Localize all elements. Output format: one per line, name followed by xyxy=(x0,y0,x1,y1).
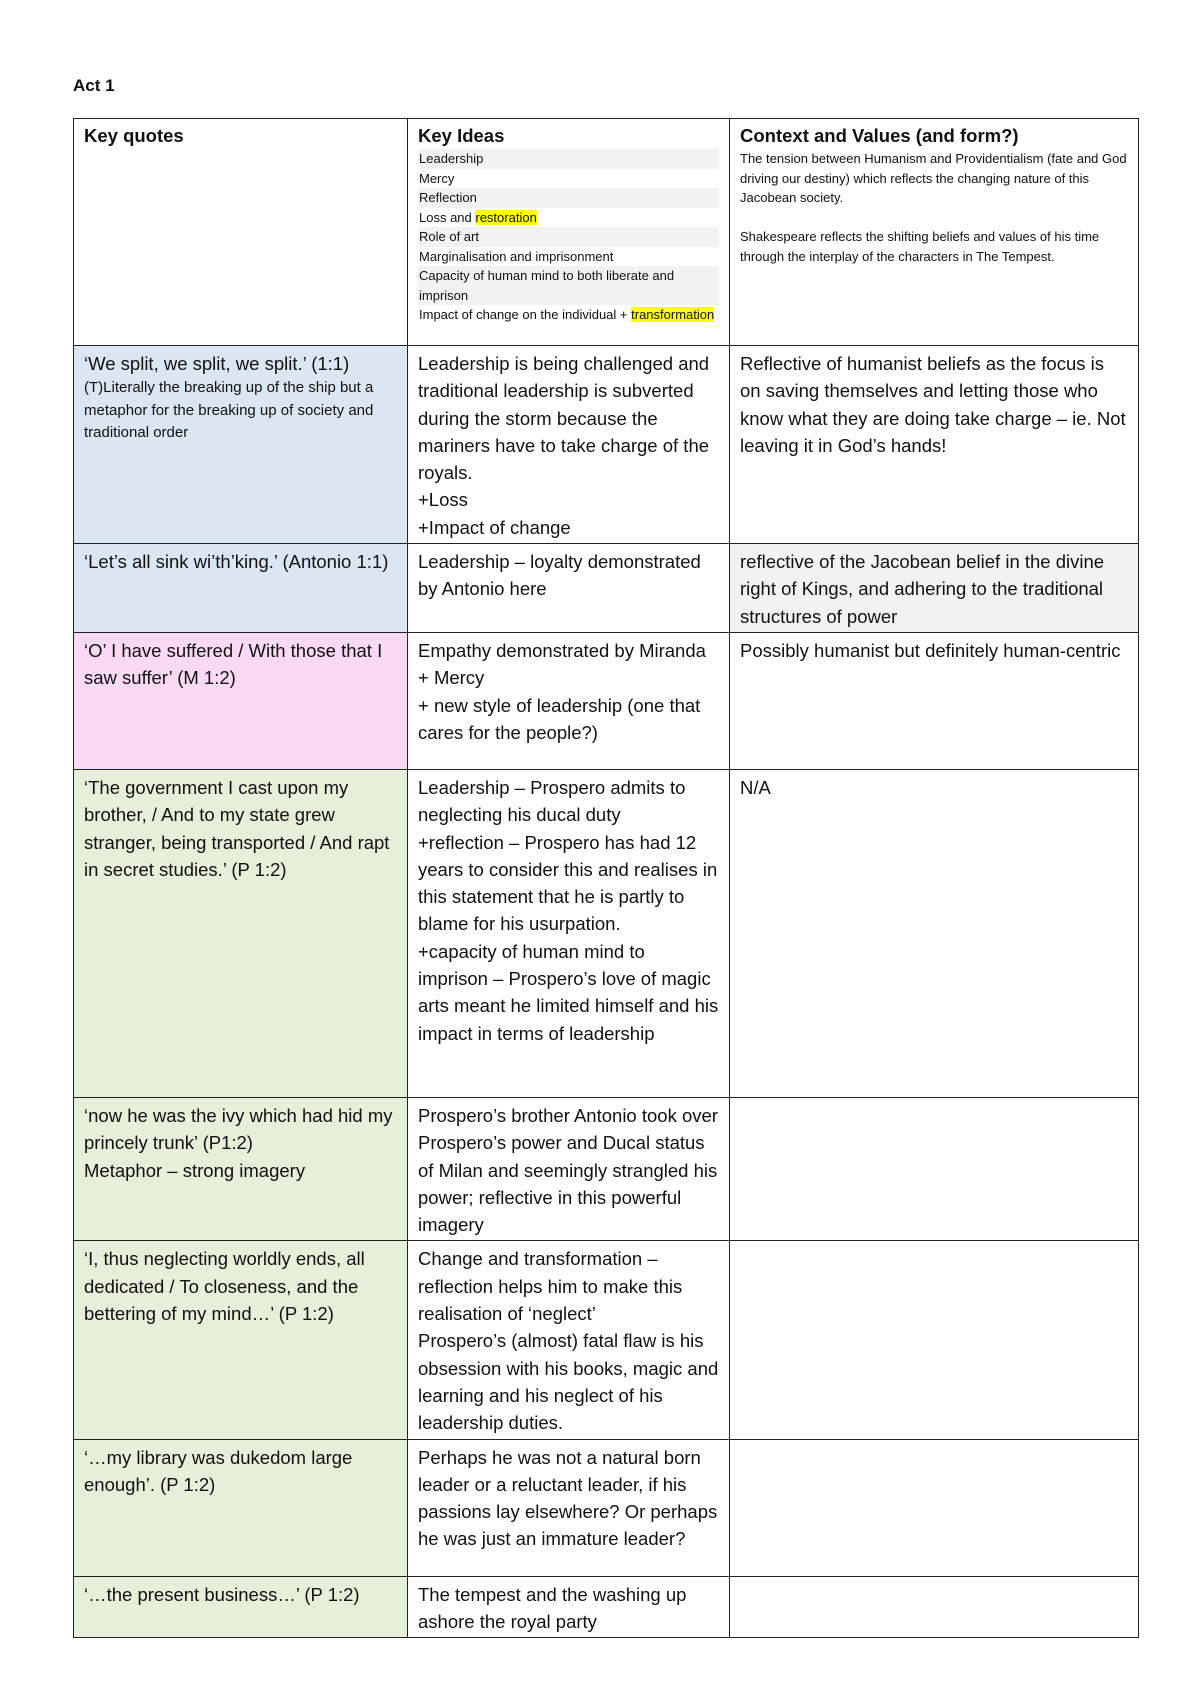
highlighted-text: transformation xyxy=(631,307,715,322)
key-idea-item: Impact of change on the individual + transformation xyxy=(419,307,715,322)
header-context-values: Context and Values (and form?) xyxy=(740,125,1019,146)
header-cell-ideas xyxy=(408,119,730,346)
page-title: Act 1 xyxy=(73,76,115,95)
key-quotes-table xyxy=(73,118,1139,1638)
quote-cell xyxy=(74,346,408,544)
quote-cell: ‘Let’s all sink wi’th’king.’ (Antonio 1:1) xyxy=(74,544,408,633)
context-cell xyxy=(730,1097,1139,1240)
table-row xyxy=(74,632,1139,769)
key-idea-item: Marginalisation and imprisonment xyxy=(419,248,614,264)
quote-cell: ‘…the present business…’ (P 1:2) xyxy=(74,1576,408,1638)
table-row xyxy=(74,769,1139,1097)
table-row xyxy=(74,1439,1139,1576)
idea-cell: Perhaps he was not a natural born leader or a reluctant leader, if his passions lay elsewhere? Or perhaps he was just an immature leader? xyxy=(408,1439,730,1576)
header-cell-context xyxy=(730,119,1139,346)
key-idea-item: Leadership xyxy=(418,149,719,169)
idea-cell: Prospero’s brother Antonio took over Prospero’s power and Ducal status of Milan and seemingly strangled his power; reflective in this powerful imagery xyxy=(408,1097,730,1240)
idea-cell: The tempest and the washing up ashore the royal party xyxy=(408,1576,730,1638)
header-cell-quotes xyxy=(74,119,408,346)
key-idea-item: Reflection xyxy=(418,188,719,208)
table-row xyxy=(74,1241,1139,1439)
context-cell: N/A xyxy=(730,769,1139,1097)
idea-cell: Leadership – Prospero admits to neglecting his ducal duty +reflection – Prospero has had 12 years to consider this and realises in this statement that he is partly to blame for his usurpation. +capacity of human mind to imprison – Prospero’s love of magic arts meant he limited himself and his impact in terms of leadership xyxy=(408,769,730,1097)
context-cell xyxy=(730,1576,1139,1638)
context-intro-paragraph: The tension between Humanism and Providentialism (fate and God driving our destiny) which reflects the changing nature of this Jacobean society. xyxy=(740,151,1127,205)
table-row xyxy=(74,1576,1139,1638)
key-idea-item: Capacity of human mind to both liberate and imprison xyxy=(418,266,719,305)
quote-cell: ‘O’ I have suffered / With those that I saw suffer’ (M 1:2) xyxy=(74,632,408,769)
quote-text: ‘We split, we split, we split.’ (1:1) xyxy=(84,353,350,374)
table-row xyxy=(74,346,1139,544)
quote-cell: ‘I, thus neglecting worldly ends, all dedicated / To closeness, and the bettering of my mind…’ (P 1:2) xyxy=(74,1241,408,1439)
header-key-ideas: Key Ideas xyxy=(418,125,505,146)
key-idea-item: Role of art xyxy=(418,227,719,247)
context-cell xyxy=(730,1439,1139,1576)
context-cell xyxy=(730,1241,1139,1439)
context-cell: reflective of the Jacobean belief in the divine right of Kings, and adhering to the traditional structures of power xyxy=(730,544,1139,633)
table-row xyxy=(74,1097,1139,1240)
key-idea-item: Loss and restoration xyxy=(419,209,537,225)
quote-note: (T)Literally the breaking up of the ship but a metaphor for the breaking up of society and traditional order xyxy=(84,379,374,442)
idea-cell: Leadership – loyalty demonstrated by Antonio here xyxy=(408,544,730,633)
idea-cell: Empathy demonstrated by Miranda + Mercy + new style of leadership (one that cares for the people?) xyxy=(408,632,730,769)
idea-cell: Leadership is being challenged and traditional leadership is subverted during the storm because the mariners have to take charge of the royals. +Loss +Impact of change xyxy=(408,346,730,544)
quote-cell: ‘…my library was dukedom large enough’. (P 1:2) xyxy=(74,1439,408,1576)
header-key-quotes: Key quotes xyxy=(84,125,184,146)
key-idea-item: Mercy xyxy=(419,170,455,186)
table-row xyxy=(74,544,1139,633)
context-cell: Possibly humanist but definitely human-centric xyxy=(730,632,1139,769)
header-row xyxy=(74,119,1139,346)
quote-cell: ‘now he was the ivy which had hid my princely trunk’ (P1:2) Metaphor – strong imagery xyxy=(74,1097,408,1240)
highlighted-text: restoration xyxy=(475,209,537,225)
context-intro-paragraph: Shakespeare reflects the shifting beliefs and values of his time through the interplay of the characters in The Tempest. xyxy=(740,229,1100,264)
idea-cell: Change and transformation – reflection helps him to make this realisation of ‘neglect’ Prospero’s (almost) fatal flaw is his obsession with his books, magic and learning and his neglect of his leadership duties. xyxy=(408,1241,730,1439)
quote-cell: ‘The government I cast upon my brother, / And to my state grew stranger, being transported / And rapt in secret studies.’ (P 1:2) xyxy=(74,769,408,1097)
context-cell: Reflective of humanist beliefs as the focus is on saving themselves and letting those who know what they are doing take charge – ie. Not leaving it in God’s hands! xyxy=(730,346,1139,544)
